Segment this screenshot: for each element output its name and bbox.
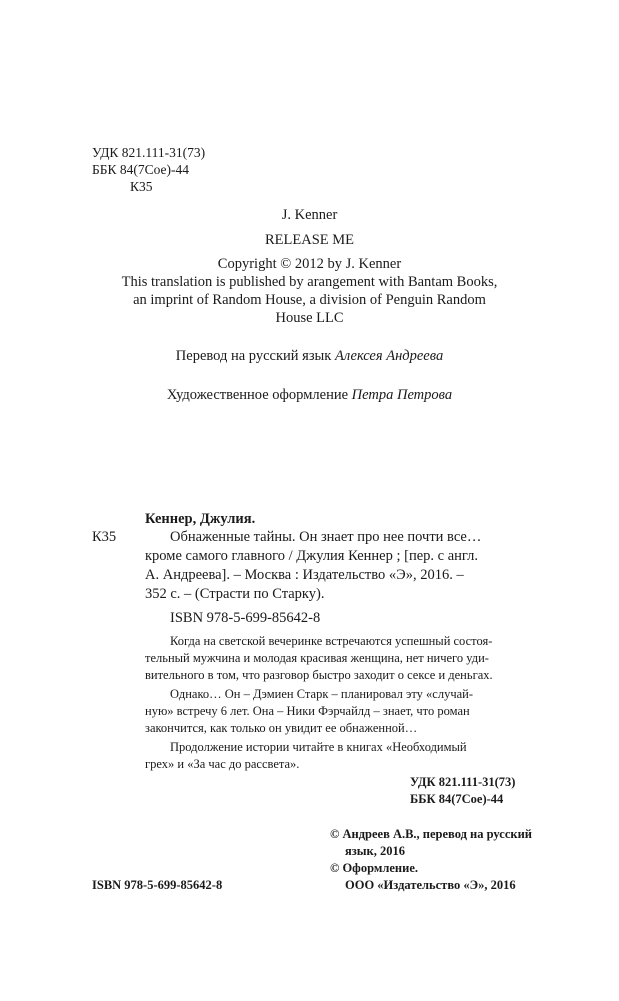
translation-label: Перевод на русский язык — [175, 348, 332, 364]
translator-name: Алексея Андреева — [334, 348, 444, 364]
annotation-line: вительного в том, что разговор быстро заходит о сексе и деньгах. — [145, 668, 493, 682]
license-line: House LLC — [275, 310, 344, 326]
license-line: This translation is published by arangement with Bantam Books, — [121, 274, 498, 290]
card-description-line: А. Андреева]. – Москва : Издательство «Э», 2016. – — [145, 567, 464, 583]
card-bbk: ББК 84(7Сое)-44 — [410, 792, 504, 806]
card-code: К35 — [92, 529, 117, 545]
card-heading: Кеннер, Джулия. — [145, 511, 256, 527]
card-description-line: кроме самого главного / Джулия Кеннер ; [пер. с англ. — [145, 548, 478, 564]
design-credit — [0, 387, 619, 404]
card-udk: УДК 821.111-31(73) — [410, 775, 516, 789]
annotation-line: закончится, как только он увидит ее обнаженной… — [145, 721, 418, 735]
annotation-line: тельный мужчина и молодая красивая женщина, нет ничего уди- — [145, 651, 489, 665]
design-label: Художественное оформление — [166, 387, 349, 403]
annotation-line: Когда на светской вечеринке встречаются успешный состоя- — [170, 634, 493, 648]
udk-top: УДК 821.111-31(73) — [92, 145, 206, 160]
code-top: К35 — [130, 179, 153, 194]
original-copyright: Copyright © 2012 by J. Kenner — [217, 256, 402, 272]
annotation-line: грех» и «За час до рассвета». — [145, 757, 300, 771]
footer-copyright-line: © Андреев А.В., перевод на русский — [330, 827, 532, 841]
footer-copyright-line: © Оформление. — [330, 861, 419, 875]
footer-copyright-line: ООО «Издательство «Э», 2016 — [345, 878, 516, 892]
card-isbn: ISBN 978-5-699-85642-8 — [170, 610, 321, 626]
translation-credit — [0, 348, 619, 365]
annotation-line: Продолжение истории читайте в книгах «Необходимый — [170, 740, 467, 754]
footer-copyright-line: язык, 2016 — [345, 844, 405, 858]
bbk-top: ББК 84(7Сое)-44 — [92, 162, 190, 177]
annotation-line: ную» встречу 6 лет. Она – Ники Фэрчайлд – знает, что роман — [145, 704, 470, 718]
card-description-line: 352 с. – (Страсти по Старку). — [145, 586, 325, 602]
original-title: RELEASE ME — [264, 232, 354, 248]
footer-isbn: ISBN 978-5-699-85642-8 — [92, 878, 223, 892]
license-line: an imprint of Random House, a division of Penguin Random — [133, 292, 486, 308]
card-description-line: Обнаженные тайны. Он знает про нее почти все… — [170, 529, 482, 545]
designer-name: Петра Петрова — [351, 387, 453, 403]
original-author: J. Kenner — [281, 207, 338, 223]
annotation-line: Однако… Он – Дэмиен Старк – планировал эту «случай- — [170, 687, 474, 701]
